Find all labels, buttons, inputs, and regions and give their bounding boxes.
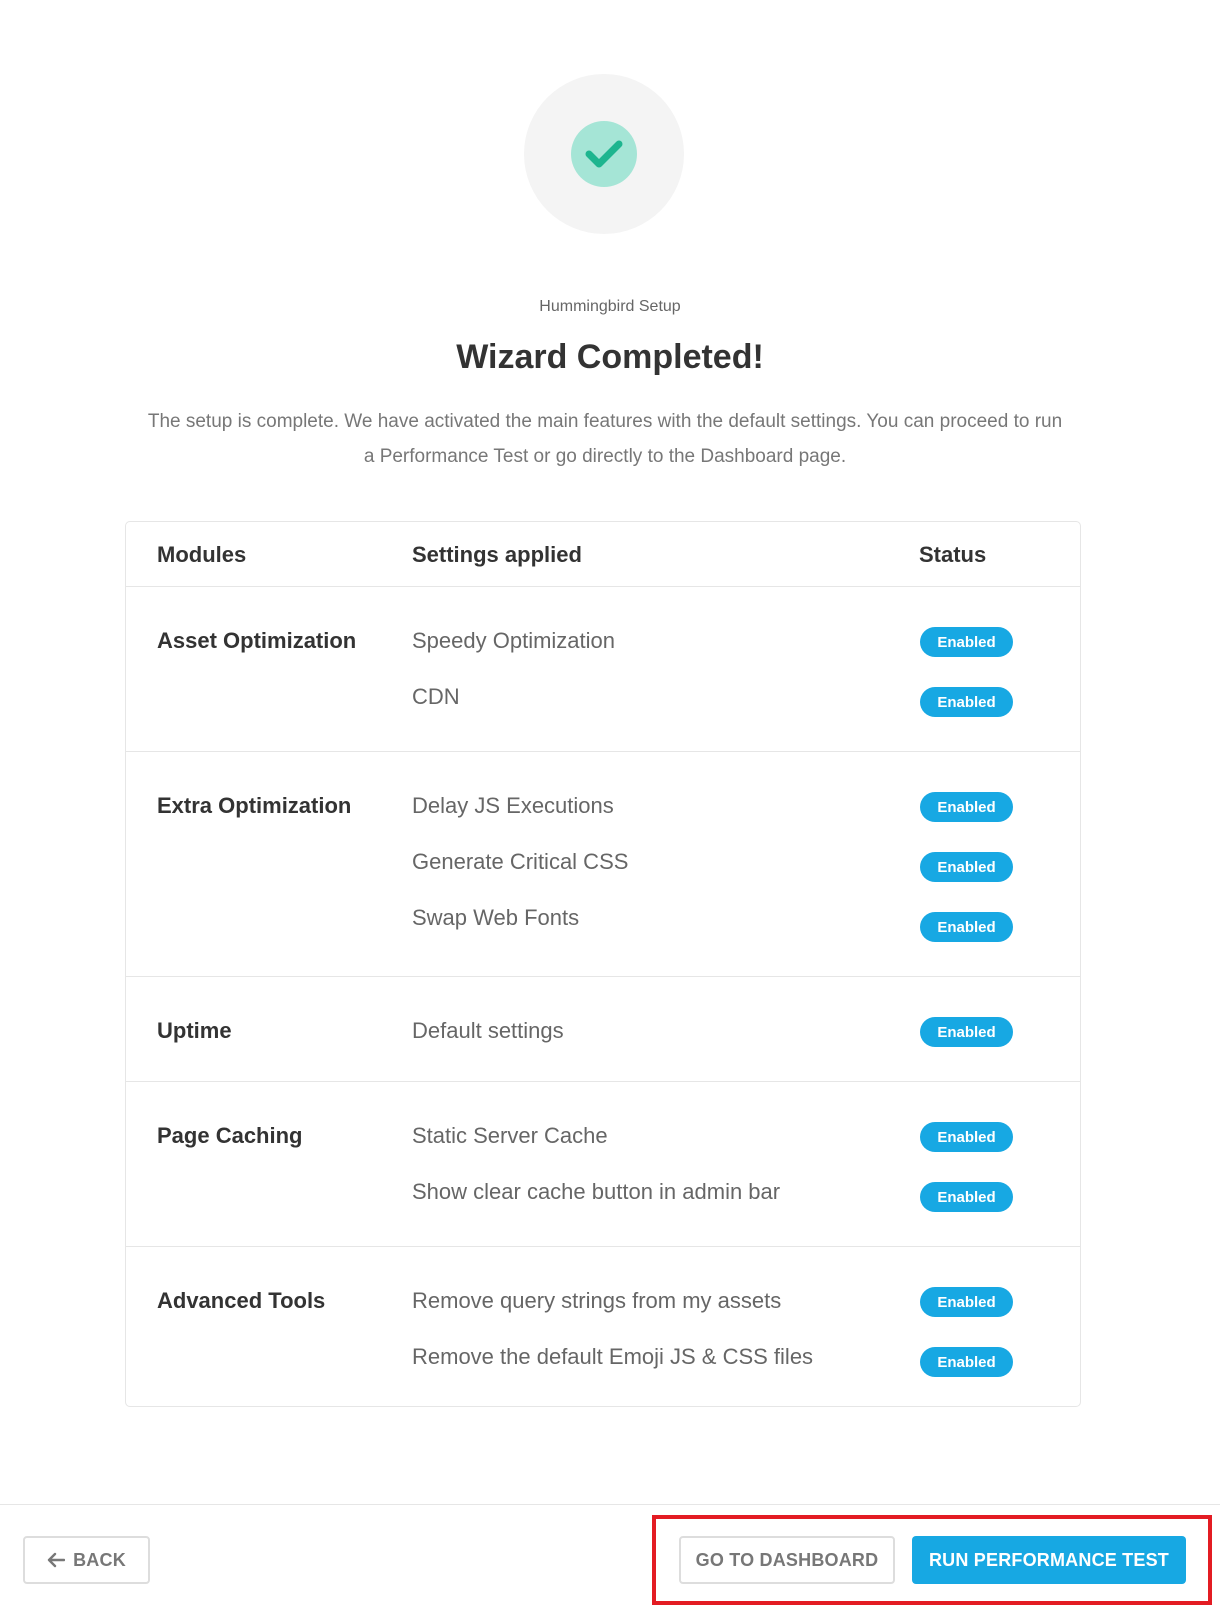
module-name: Uptime [157, 1018, 232, 1043]
footer-divider [0, 1504, 1220, 1505]
back-button[interactable] [23, 1536, 150, 1584]
module-section-extra-optimization [126, 752, 1080, 977]
back-button-label: BACK [73, 1549, 126, 1570]
highlight-annotation-box [652, 1515, 1212, 1605]
setting-label: Generate Critical CSS [412, 849, 629, 874]
success-badge [571, 121, 637, 187]
intro-line-2: a Performance Test or go directly to the Dashboard page. [363, 446, 847, 467]
go-to-dashboard-label: GO TO DASHBOARD [695, 1549, 879, 1570]
setting-label: Remove query strings from my assets [412, 1288, 782, 1313]
setting-label: CDN [412, 684, 460, 709]
setting-label: Delay JS Executions [412, 793, 614, 818]
module-section-page-caching [126, 1082, 1080, 1247]
setting-label: Remove the default Emoji JS & CSS files [412, 1344, 814, 1369]
setting-label: Swap Web Fonts [412, 905, 580, 930]
column-header-modules: Modules [157, 542, 247, 567]
arrow-left-icon [47, 1552, 65, 1568]
status-badge: Enabled [920, 1347, 1013, 1377]
status-badge: Enabled [920, 852, 1013, 882]
setting-label: Show clear cache button in admin bar [412, 1179, 781, 1204]
checkmark-icon [584, 139, 624, 169]
status-badge: Enabled [920, 627, 1013, 657]
status-badge: Enabled [920, 1287, 1013, 1317]
module-section-uptime [126, 977, 1080, 1082]
module-name: Asset Optimization [157, 628, 357, 653]
intro-line-1: The setup is complete. We have activated the main features with the default settings. You can proceed to run [147, 411, 1063, 432]
module-name: Extra Optimization [157, 793, 352, 818]
table-header [126, 522, 1080, 587]
column-header-status: Status [919, 542, 987, 567]
module-section-asset-optimization [126, 587, 1080, 752]
column-header-settings: Settings applied [412, 542, 582, 567]
success-illustration [524, 74, 684, 234]
status-badge: Enabled [920, 1182, 1013, 1212]
setting-label: Static Server Cache [412, 1123, 608, 1148]
status-badge: Enabled [920, 687, 1013, 717]
run-performance-test-label: RUN PERFORMANCE TEST [928, 1549, 1169, 1570]
module-name: Advanced Tools [157, 1288, 326, 1313]
setting-label: Speedy Optimization [412, 628, 615, 653]
setup-eyebrow: Hummingbird Setup [539, 298, 681, 315]
module-section-advanced-tools [126, 1247, 1080, 1405]
settings-summary-table [125, 521, 1081, 1407]
status-badge: Enabled [920, 1017, 1013, 1047]
page-title: Wizard Completed! [456, 338, 764, 376]
status-badge: Enabled [920, 1122, 1013, 1152]
status-badge: Enabled [920, 792, 1013, 822]
status-badge: Enabled [920, 912, 1013, 942]
module-name: Page Caching [157, 1123, 303, 1148]
setting-label: Default settings [412, 1018, 564, 1043]
intro-text [120, 404, 1090, 474]
